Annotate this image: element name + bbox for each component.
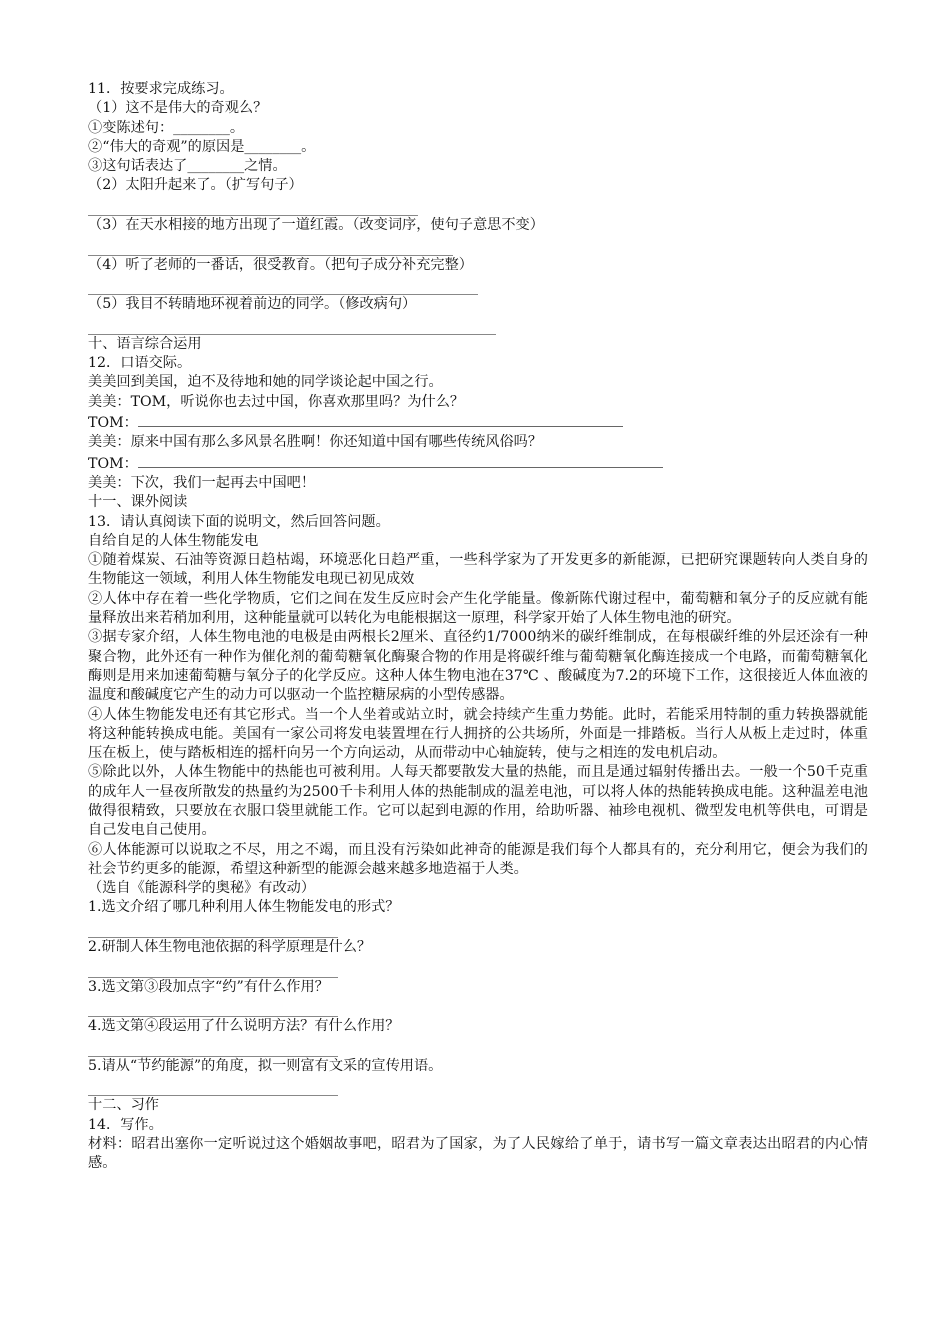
dialogue-intro: 美美回到美国，迫不及待地和她的同学谈论起中国之行。: [88, 374, 443, 391]
answer-line[interactable]: [88, 1037, 338, 1057]
tom-label: TOM：: [88, 455, 138, 472]
reading-question-4: 4.选文第④段运用了什么说明方法？有什么作用？: [88, 1018, 400, 1035]
q12-title: 12．口语交际。: [88, 355, 192, 372]
reading-question-3: 3.选文第③段加点字“约”有什么作用？: [88, 978, 329, 995]
dialogue-tom-2: [88, 453, 868, 474]
article-paragraph-1: ①随着煤炭、石油等资源日趋枯竭，环境恶化日趋严重，一些科学家为了开发更多的新能源，已把研究课题转向人类自身的生物能这一领域，利用人体生物能发电现已初见成效: [88, 552, 868, 588]
q11-part1-c: ③这句话表达了________之情。: [88, 158, 287, 175]
answer-line[interactable]: [88, 918, 338, 938]
article-source: （选自《能源科学的奥秘》有改动）: [88, 880, 316, 897]
answer-line[interactable]: [88, 997, 338, 1017]
article-paragraph-3: ③据专家介绍，人体生物电池的电极是由两根长2厘米、直径约1/7000纳米的碳纤维制成，在每根碳纤维的外层还涂有一种聚合物，此外还有一种作为催化剂的葡萄糖氧化酶聚合物的作用是将碳纤维与葡萄糖氧化酶连接成一个电路，而葡萄糖氧化酶则是用来加速葡萄糖与氧分子的化学反应。这种人体生物电池在37℃ 、酸碱度为7.2的环境下工作，这很接近人体血液的温度和酸碱度它产生的动力可以驱动一个监控糖尿病的小型传感器。: [88, 629, 868, 704]
q11-part3: （3）在天水相接的地方出现了一道红霞。（改变词序，使句子意思不变）: [88, 217, 544, 234]
article-title: 自给自足的人体生物能发电: [88, 532, 259, 549]
answer-line[interactable]: [88, 275, 478, 295]
reading-question-1: 1.选文介绍了哪几种利用人体生物能发电的形式？: [88, 899, 400, 916]
article-paragraph-4: ④人体生物能发电还有其它形式。当一个人坐着或站立时，就会持续产生重力势能。此时，若能采用特制的重力转换器就能将这种能转换成电能。美国有一家公司将发电装置埋在行人拥挤的公共场所，外面是一排踏板。当行人从板上走过时，体重压在板上，使与踏板相连的摇杆向另一个方向运动，从而带动中心轴旋转，使与之相连的发电机启动。: [88, 706, 868, 762]
q13-title: 13．请认真阅读下面的说明文，然后回答问题。: [88, 513, 390, 530]
dialogue-tom-1: [88, 412, 868, 433]
q11-part1-a: ①变陈述句：________。: [88, 119, 245, 136]
tom-answer-blank[interactable]: [138, 412, 623, 427]
article-paragraph-5: ⑤除此以外，人体生物能中的热能也可被利用。人每天都要散发大量的热能，而且是通过辐射传播出去。一般一个50千克重的成年人一昼夜所散发的热量约为2500千卡利用人体的热能制成的温差电池，可以将人体的热能转换成电能。这种温差电池做得很精致，只要放在衣服口袋里就能工作。它可以起到电源的作用，给助听器、袖珍电视机、微型发电机等供电，可谓是自己发电自己使用。: [88, 764, 868, 839]
answer-line[interactable]: [88, 196, 418, 216]
section-ten-heading: 十、语言综合运用: [88, 335, 202, 352]
q14-title: 14．写作。: [88, 1116, 163, 1133]
reading-question-5: 5.请从“节约能源”的角度，拟一则富有文采的宣传用语。: [88, 1057, 443, 1074]
q11-part2: （2）太阳升起来了。（扩写句子）: [88, 177, 303, 194]
q11-title: 11．按要求完成练习。: [88, 81, 234, 97]
dialogue-line-2: 美美：原来中国有那么多风景名胜啊！你还知道中国有哪些传统风俗吗？: [88, 434, 543, 451]
dialogue-line-3: 美美：下次，我们一起再去中国吧！: [88, 474, 316, 491]
q11-part5: （5）我目不转睛地环视着前边的同学。（修改病句）: [88, 296, 417, 313]
dialogue-line-1: 美美：TOM，听说你也去过中国，你喜欢那里吗？为什么？: [88, 393, 465, 410]
reading-question-2: 2.研制人体生物电池依据的科学原理是什么？: [88, 939, 372, 956]
writing-material: 材料：昭君出塞你一定听说过这个婚姻故事吧，昭君为了国家，为了人民嫁给了单于，请书写一篇文章表达出昭君的内心情感。: [88, 1136, 868, 1172]
document-page: [88, 80, 868, 1174]
answer-line[interactable]: [88, 957, 338, 977]
answer-line[interactable]: [88, 1076, 338, 1096]
answer-line[interactable]: [88, 235, 453, 255]
article-paragraph-6: ⑥人体能源可以说取之不尽，用之不竭，而且没有污染如此神奇的能源是我们每个人都具有的，充分利用它，便会为我们的社会节约更多的能源，希望这种新型的能源会越来越多地造福于人类。: [88, 841, 868, 877]
q11-part1-b: ②“伟大的奇观”的原因是________。: [88, 138, 316, 155]
section-twelve-heading: 十二、习作: [88, 1097, 159, 1114]
tom-label: TOM：: [88, 415, 138, 432]
tom-answer-blank[interactable]: [138, 453, 663, 468]
q11-part4: （4）听了老师的一番话，很受教育。（把句子成分补充完整）: [88, 256, 473, 273]
section-eleven-heading: 十一、课外阅读: [88, 494, 188, 511]
answer-line[interactable]: [88, 315, 496, 335]
article-paragraph-2: ②人体中存在着一些化学物质，它们之间在发生反应时会产生化学能量。像新陈代谢过程中，葡萄糖和氧分子的反应就有能量释放出来若稍加利用，这种能量就可以转化为电能根据这一原理，科学家开始了人体生物电池的研究。: [88, 590, 868, 627]
q11-part1: （1）这不是伟大的奇观么？: [88, 100, 268, 117]
